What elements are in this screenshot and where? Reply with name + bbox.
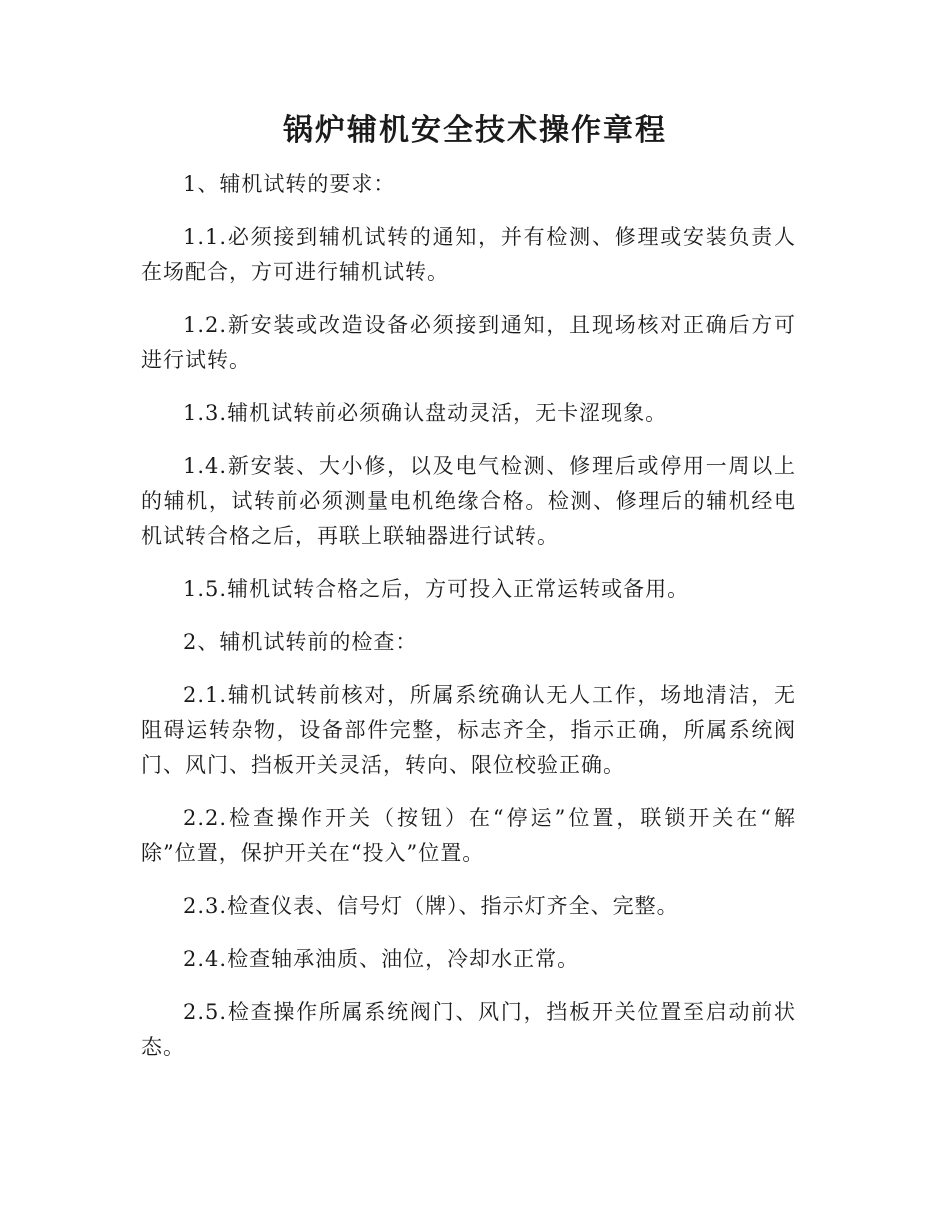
paragraph-2-3: 2.3.检查仪表、信号灯（牌）、指示灯齐全、完整。 [183, 894, 679, 918]
paragraph-2-2: 2.2.检查操作开关（按钮）在“停运”位置，联锁开关在“解除”位置，保护开关在“投入”位置。 [141, 806, 796, 865]
paragraph-2-5: 2.5.检查操作所属系统阀门、风门，挡板开关位置至启动前状态。 [141, 1000, 796, 1059]
paragraph-1-2: 1.2.新安装或改造设备必须接到通知，且现场核对正确后方可进行试转。 [141, 313, 796, 372]
section-2-heading: 2、辅机试转前的检查： [183, 630, 418, 654]
paragraph-1-4: 1.4.新安装、大小修，以及电气检测、修理后或停用一周以上的辅机，试转前必须测量电机绝缘合格。检测、修理后的辅机经电机试转合格之后，再联上联轴器进行试转。 [141, 454, 796, 548]
paragraph-1-1: 1.1.必须接到辅机试转的通知，并有检测、修理或安装负责人在场配合，方可进行辅机试转。 [141, 225, 796, 284]
paragraph-2-4: 2.4.检查轴承油质、油位，冷却水正常。 [183, 947, 580, 971]
document-title: 锅炉辅机安全技术操作章程 [283, 113, 667, 148]
section-1-heading: 1、辅机试转的要求： [183, 172, 396, 196]
document-body [141, 167, 796, 1083]
paragraph-2-1: 2.1.辅机试转前核对，所属系统确认无人工作，场地清洁，无阻碍运转杂物，设备部件完整，标志齐全，指示正确，所属系统阀门、风门、挡板开关灵活，转向、限位校验正确。 [141, 683, 796, 777]
paragraph-1-5: 1.5.辅机试转合格之后，方可投入正常运转或备用。 [183, 577, 690, 601]
paragraph-1-3: 1.3.辅机试转前必须确认盘动灵活，无卡涩现象。 [183, 401, 668, 425]
